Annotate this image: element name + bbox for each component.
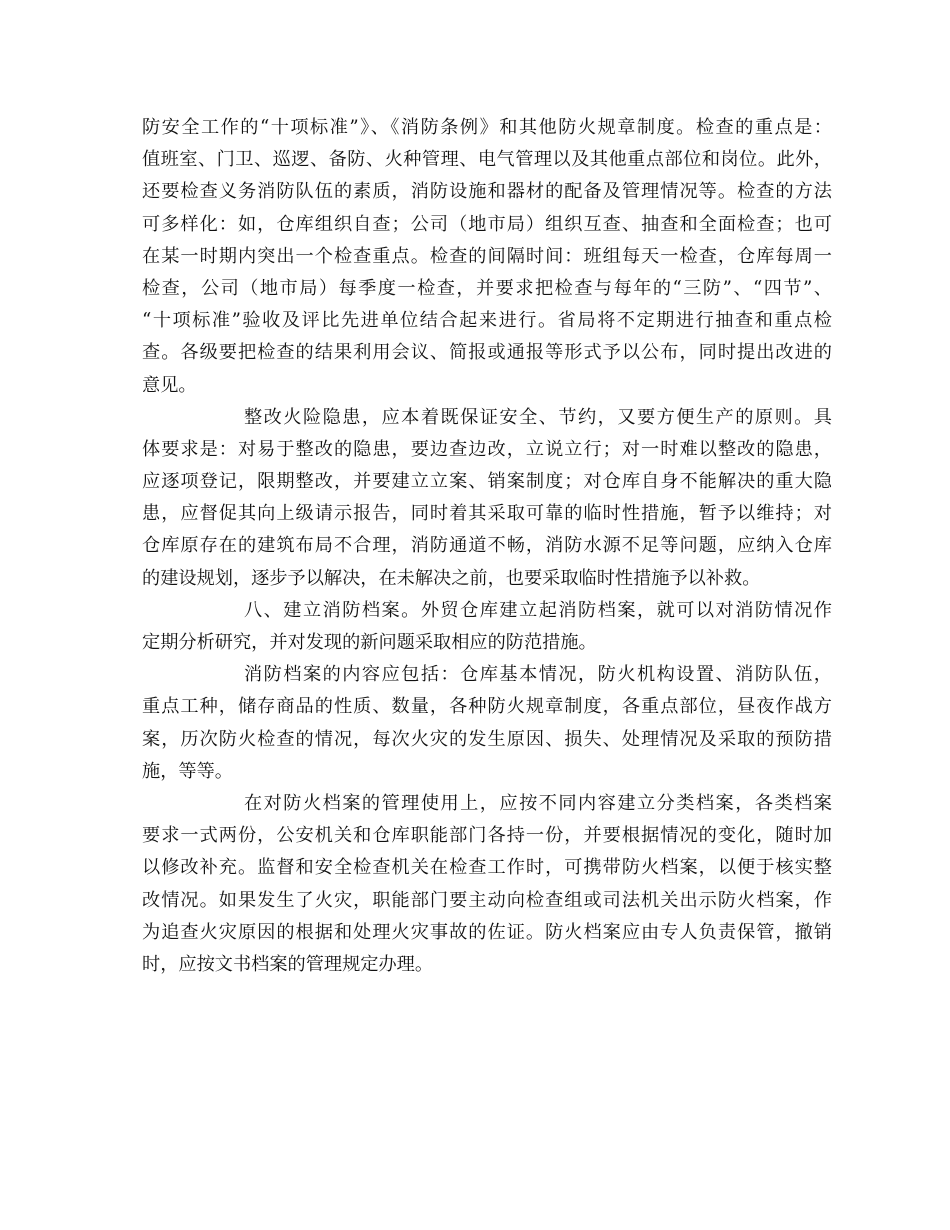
text-line: 八、建立消防档案。外贸仓库建立起消防档案，就可以对消防情况作 [244, 599, 832, 621]
text-line: 意见。 [142, 374, 197, 396]
text-line: 改情况。如果发生了火灾，职能部门要主动向检查组或司法机关出示防火档案，作 [142, 889, 832, 911]
text-line: 检查，公司（地市局）每季度一检查，并要求把检查与每年的“三防”、“四节”、 [142, 277, 832, 299]
text-line: 重点工种，储存商品的性质、数量，各种防火规章制度，各重点部位，昼夜作战方 [142, 696, 832, 718]
text-line: 整改火险隐患，应本着既保证安全、节约，又要方便生产的原则。具 [244, 406, 832, 428]
text-line: 查。各级要把检查的结果利用会议、简报或通报等形式予以公布，同时提出改进的 [142, 342, 832, 364]
text-line: 防安全工作的“十项标准”》、《消防条例》和其他防火规章制度。检查的重点是： [142, 117, 832, 138]
text-line: 值班室、门卫、巡逻、备防、火种管理、电气管理以及其他重点部位和岗位。此外， [142, 149, 832, 171]
text-line: 体要求是：对易于整改的隐患，要边查边改，立说立行；对一时难以整改的隐患， [142, 438, 832, 460]
text-line: 时，应按文书档案的管理规定办理。 [142, 953, 434, 975]
text-line: 仓库原存在的建筑布局不合理，消防通道不畅，消防水源不足等问题，应纳入仓库 [142, 535, 832, 557]
text-line: 为追查火灾原因的根据和处理火灾事故的佐证。防火档案应由专人负责保管，撤销 [142, 921, 832, 943]
text-line: 在对防火档案的管理使用上，应按不同内容建立分类档案，各类档案 [244, 792, 832, 814]
text-line: 应逐项登记，限期整改，并要建立立案、销案制度；对仓库自身不能解决的重大隐 [142, 471, 832, 493]
text-line: 可多样化：如，仓库组织自查；公司（地市局）组织互查、抽查和全面检查；也可 [142, 213, 832, 235]
text-line: 的建设规划，逐步予以解决，在未解决之前，也要采取临时性措施予以补救。 [142, 567, 761, 589]
text-line: 患，应督促其向上级请示报告，同时着其采取可靠的临时性措施，暂予以维持；对 [142, 503, 832, 525]
text-line: “十项标准”验收及评比先进单位结合起来进行。省局将不定期进行抽查和重点检 [142, 310, 832, 332]
text-line: 在某一时期内突出一个检查重点。检查的间隔时间：班组每天一检查，仓库每周一 [142, 245, 832, 267]
text-line: 以修改补充。监督和安全检查机关在检查工作时，可携带防火档案，以便于核实整 [142, 857, 832, 879]
text-line: 消防档案的内容应包括：仓库基本情况，防火机构设置、消防队伍， [244, 664, 832, 686]
body-text [142, 112, 832, 981]
text-line: 要求一式两份，公安机关和仓库职能部门各持一份，并要根据情况的变化，随时加 [142, 825, 832, 847]
text-line: 案，历次防火检查的情况，每次火灾的发生原因、损失、处理情况及采取的预防措 [142, 728, 832, 750]
text-line: 定期分析研究，并对发现的新问题采取相应的防范措施。 [142, 632, 597, 653]
text-line: 还要检查义务消防队伍的素质，消防设施和器材的配备及管理情况等。检查的方法 [142, 181, 832, 203]
text-line: 施，等等。 [142, 760, 233, 782]
